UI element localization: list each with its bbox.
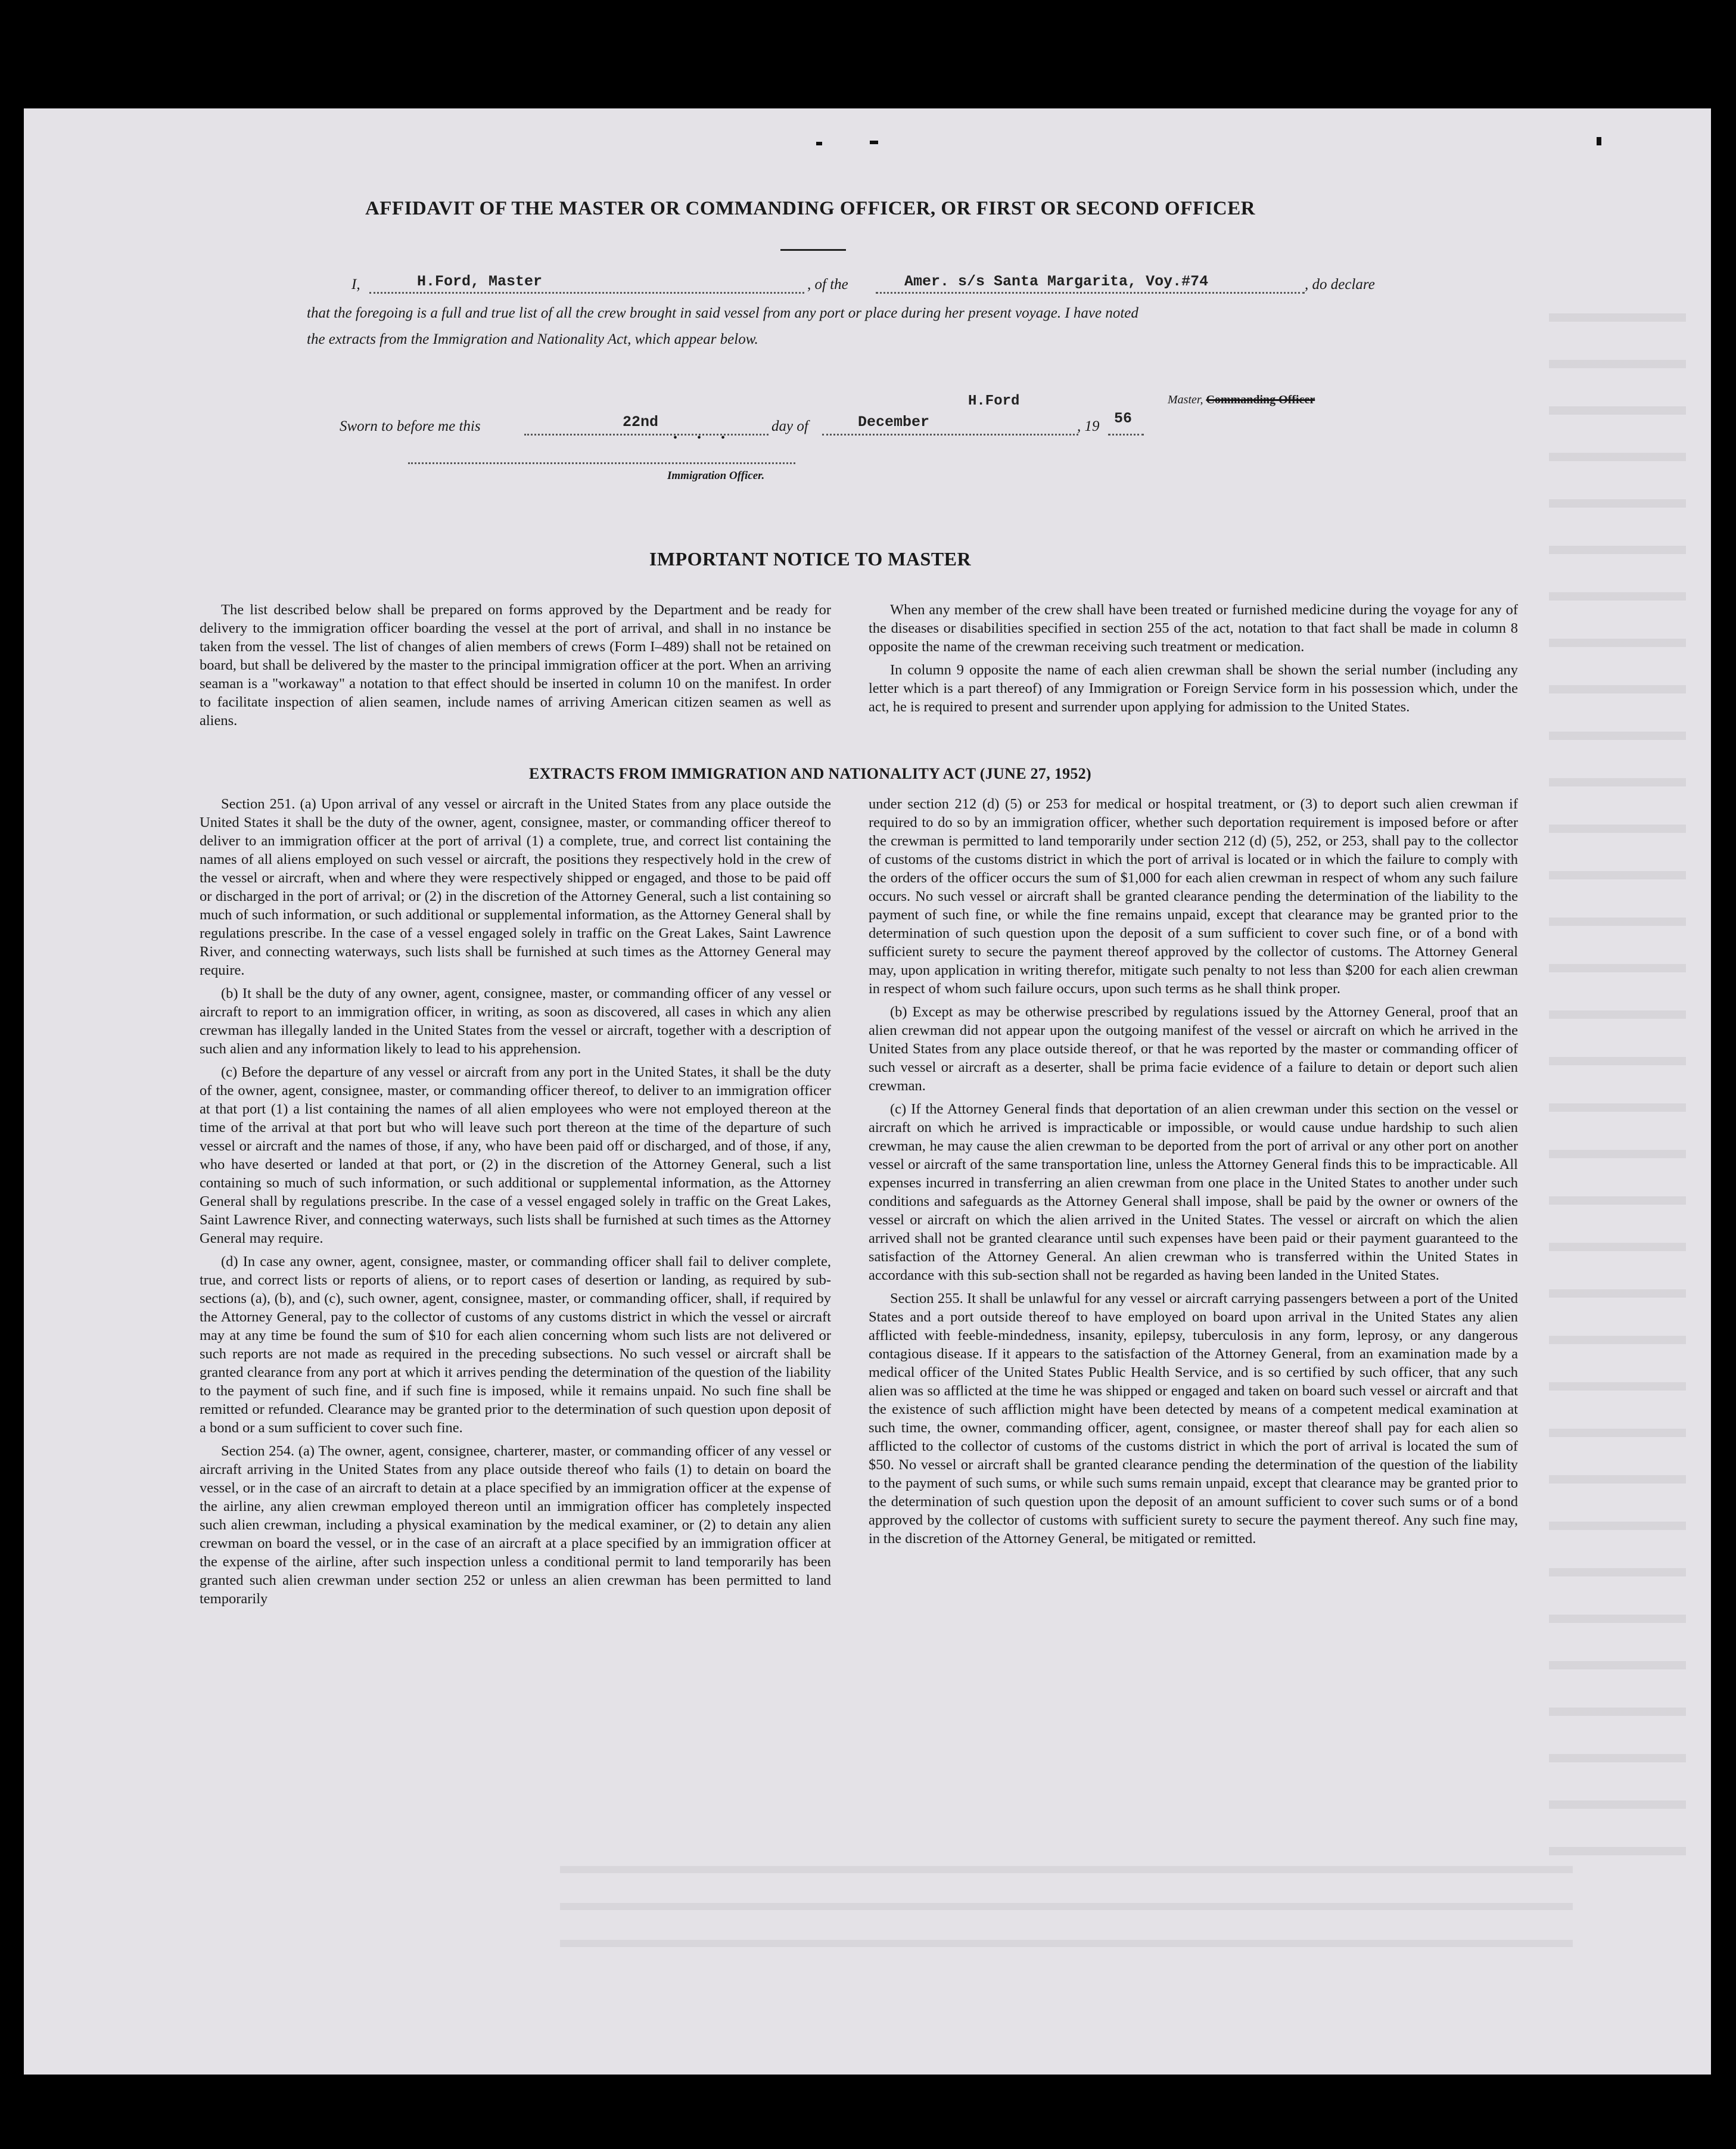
name-field-line — [369, 292, 804, 294]
document-page — [24, 108, 1711, 2075]
officer-signature-line — [408, 462, 795, 464]
extract-right-para-3: (c) If the Attorney General finds that deportation of an alien crewman under this section on the vessel or aircraft on which he arrived is impracticable or impossible, or would cause undue hardship to such alien crewman, he may cause the alien crewman to be deported from the port of arrival or any other port on another vessel or aircraft of the same transportation line, unless the Attorney General finds this to be impracticable. All expenses incurred in transferring an alien crewman from one place in the United States to another under such conditions and safeguards as the Attorney General shall impose, shall be paid by the owner or owners of the vessel or aircraft on which the alien arrived in the United States. The vessel or aircraft on which the alien arrived shall not be granted clearance until such expenses have been paid or their payment guaranteed to the satisfaction of the Attorney General. An alien crewman who is transferred within the United States in accordance with this sub-section shall not be regarded as having been landed in the United States. — [869, 1101, 1518, 1283]
extract-left-para-2: (b) It shall be the duty of any owner, agent, consignee, master, or commanding officer of any vessel or aircraft to report to an immigration officer, in writing, as soon as discovered, all cases in which any alien crewman has illegally landed in the United States from the vessel or aircraft, together with a description of such alien and any information likely to lead to his apprehension. — [200, 985, 831, 1057]
affidavit-title: AFFIDAVIT OF THE MASTER OR COMMANDING OFFICER, OR FIRST OR SECOND OFFICER — [365, 198, 1256, 219]
notice-right-text-2: In column 9 opposite the name of each alien crewman shall be shown the serial number (including any letter which is a part thereof) of any Immigration or Foreign Service form in his possession which, under the act, he is required to present and surrender upon applying for admission to the United States. — [869, 662, 1518, 715]
day-of-label: day of — [771, 418, 808, 434]
year-field-line — [1108, 434, 1144, 436]
extracts-title: EXTRACTS FROM IMMIGRATION AND NATIONALITY ACT (JUNE 27, 1952) — [528, 765, 1091, 782]
signature: H.Ford — [968, 393, 1020, 409]
month-field-line — [822, 434, 1078, 436]
extract-right-para-2: (b) Except as may be otherwise prescribed by regulations issued by the Attorney General, proof that an alien crewman did not appear upon the outgoing manifest of the vessel or aircraft on which he arrived in the United States from any place outside thereof, or that he was reported by the master or commanding officer of such vessel or aircraft as a deserter, shall be prima facie evidence of a failure to detain or deport such alien crewman. — [869, 1004, 1518, 1094]
extract-left-para-3: (c) Before the departure of any vessel or aircraft from any port in the United States, it shall be the duty of the owner, agent, consignee, master, or commanding officer thereof, to deliver to an immigration officer at that port (1) a list containing the names of all alien employees who were not employed thereon at the time of the arrival at that port but who will leave such port thereon at the time of the departure of such vessel or aircraft and the names of those, if any, who have been paid off or discharged, and of those, if any, who have deserted or landed at that port, or (2) in the discretion of the Attorney General, such a list containing so much of such information, or such additional or supplemental information, as the Attorney General shall by regulations prescribe. In the case of a vessel engaged solely in traffic on the Great Lakes, Saint Lawrence River, and connecting waterways, such lists shall be furnished at such times as the Attorney General may require. — [200, 1064, 831, 1246]
year: 56 — [1114, 410, 1133, 427]
do-declare-label: , do declare — [1305, 276, 1375, 293]
extracts-left-column — [200, 795, 831, 1613]
vessel-name: Amer. s/s Santa Margarita, Voy.#74 — [904, 273, 1209, 290]
notice-left-column — [200, 601, 831, 735]
notice-right-text-1: When any member of the crew shall have been treated or furnished medicine during the voyage for any of the diseases or disabilities specified in section 255 of the act, notation to that fact shall be made in column 8 opposite the name of the crewman receiving such treatment or medication. — [869, 602, 1518, 655]
affidavit-i: I, — [351, 276, 360, 293]
extract-left-para-5: Section 254. (a) The owner, agent, consignee, charterer, master, or commanding officer of any vessel or aircraft arriving in the United States from any place outside thereof who fails (1) to detain on board the vessel, or in the case of an aircraft to detain at a place specified by an immigration officer at the expense of the airline, any alien crewman employed thereon until an immigration officer has completely inspected such alien crewman, including a physical examination by the medical examiner, or (2) to detain any alien crewman on board the vessel, or in the case of an aircraft at a place specified by an immigration officer at the expense of the airline, after such inspection unless a conditional permit to land temporarily has been granted such alien crewman under section 252 or unless an alien crewman has been permitted to land temporarily — [200, 1443, 831, 1607]
notice-left-text: The list described below shall be prepared on forms approved by the Department and be ready for delivery to the immigration officer boarding the vessel at the port of arrival, and shall in no instance be taken from the vessel. The list of changes of alien members of crews (Form I–489) shall not be retained on board, but shall be delivered by the master to the principal immigration officer at the port. When an arriving seaman is a "workaway" a notation to that effect should be inserted in column 10 on the manifest. In order to facilitate inspection of alien seamen, include names of arriving American citizen seamen as well as aliens. — [200, 602, 831, 729]
extracts-right-column — [869, 795, 1518, 1553]
year-prefix: , 19 — [1077, 418, 1100, 434]
of-the-label: , of the — [807, 276, 848, 293]
extract-left-para-1: Section 251. (a) Upon arrival of any vessel or aircraft in the United States from any place outside the United States it shall be the duty of the owner, agent, consignee, master, or commanding officer thereof to deliver to an immigration officer at the port of arrival (1) a complete, true, and correct list containing the names of all aliens employed on such vessel or aircraft, the positions they respectively hold in the crew of the vessel or aircraft, when and where they were respectively shipped or engaged, and those to be paid off or discharged in the port of arrival; or (2) in the discretion of the Attorney General, such a list containing so much of such information, or such additional or supplemental information, as the Attorney General shall by regulations prescribe. In the case of a vessel engaged solely in traffic on the Great Lakes, Saint Lawrence River, and connecting waterways, such lists shall be furnished at such times as the Attorney General may require. — [200, 796, 831, 978]
bleed-through-table — [1549, 275, 1686, 1884]
extract-right-para-4: Section 255. It shall be unlawful for any vessel or aircraft carrying passengers between a port of the United States and a port outside thereof to have employed on board upon arrival in the United States any alien afflicted with feeble-mindedness, insanity, epilepsy, tuberculosis in any form, leprosy, or any dangerous contagious disease. If it appears to the satisfaction of the Attorney General, from an examination made by a medical officer of the United States Public Health Service, and is so certified by such officer, that any such alien was so afflicted at the time he was shipped or engaged and taken on board such vessel or aircraft and that the existence of such affliction might have been detected by means of a competent medical examination at such time, the owner, commanding officer, agent, consignee, or master thereof shall pay for each alien so afflicted to the collector of customs of the customs district in which the port of arrival is located the sum of $50. No vessel or aircraft shall be granted clearance pending the determination of the question of the liability to the payment of such sums, or while such sums remain unpaid, except that clearance may be granted prior to the determination of such question upon the deposit of an amount sufficient to cover such sums or of a bond approved by the collector of customs with sufficient surety to secure the payment thereof. Any such fine may, in the discretion of the Attorney General, be mitigated or remitted. — [869, 1290, 1518, 1547]
extract-left-para-4: (d) In case any owner, agent, consignee, master, or commanding officer shall fail to deliver complete, true, and correct lists or reports of aliens, or to report cases of desertion or landing, as required by sub-sections (a), (b), and (c), such owner, agent, consignee, master, or commanding officer, shall, if required by the Attorney General, pay to the collector of customs of any customs district in which the vessel or aircraft may at any time be found the sum of $10 for each alien concerning whom such lists are not delivered or such reports are not made as required in the preceding subsections. No such vessel or aircraft shall be granted clearance from any port at which it arrives pending the determination of the question of the liability to the payment of such fine, and if such fine is imposed, while it remains unpaid. No such fine shall be remitted or refunded. Clearance may be granted prior to the determination of such question upon deposit of a bond or a sum sufficient to cover such fine. — [200, 1254, 831, 1436]
day-number: 22nd — [623, 413, 659, 431]
immigration-officer-label: Immigration Officer. — [667, 469, 765, 482]
month: December — [858, 413, 930, 431]
struck-officer-label: Commanding Officer — [1206, 393, 1315, 406]
bleed-through-footer — [560, 1836, 1573, 1955]
extract-right-para-1: under section 212 (d) (5) or 253 for medical or hospital treatment, or (3) to deport such alien crewman if required to do so by an immigration officer, whether such deportation requirement is imposed before or after the crewman is permitted to land temporarily under section 212 (d) (5), 252, or 253, shall pay to the collector of customs of the customs district in which the port of arrival is located or in which the failure to comply with the orders of the officer occurs the sum of $1,000 for each alien crewman in respect of whom any such failure occurs. No such vessel or aircraft shall be granted clearance pending the determination of the liability to the payment of such fine, or while the fine remains unpaid, except that clearance may be granted prior to the determination of such question upon the deposit of a sum sufficient to cover such fine, or of a bond with sufficient surety to secure the payment thereof approved by the collector of customs. The Attorney General may, upon application in writing therefor, mitigate such penalty to not less than $200 for each alien crewman in respect of whom such failure occurs, upon such terms as he shall think proper. — [869, 796, 1518, 997]
title-rule — [780, 249, 846, 251]
notice-title: IMPORTANT NOTICE TO MASTER — [649, 548, 972, 570]
master-label: Master, — [1168, 393, 1203, 406]
declaration-line-2: that the foregoing is a full and true list of all the crew brought in said vessel from any port or place during her present voyage. I have noted — [307, 305, 1138, 321]
day-marks: • • • — [673, 431, 734, 444]
notice-right-column — [869, 601, 1518, 721]
vessel-field-line — [876, 292, 1305, 294]
master-name: H.Ford, Master — [417, 273, 543, 290]
master-label-group — [1168, 393, 1315, 407]
declaration-line-3: the extracts from the Immigration and Nationality Act, which appear below. — [307, 331, 758, 347]
sworn-label: Sworn to before me this — [340, 418, 481, 434]
